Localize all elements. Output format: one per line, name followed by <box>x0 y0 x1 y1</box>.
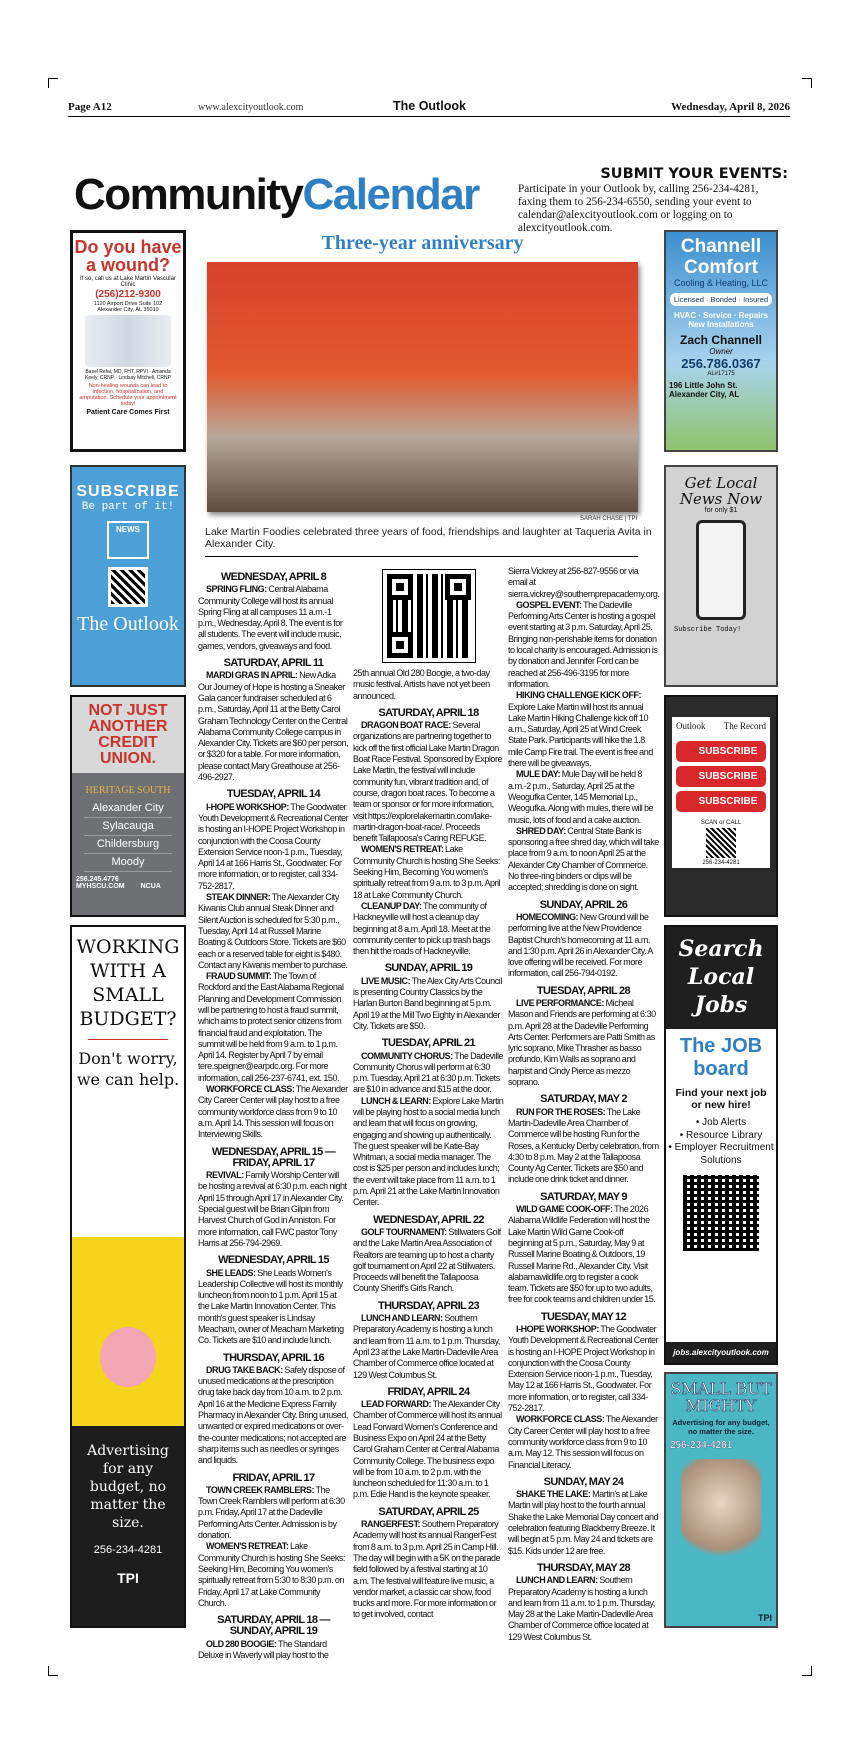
event-title: SPRING FLING: <box>206 584 267 595</box>
ad-credit-union[interactable] <box>70 695 186 917</box>
qr-code[interactable] <box>706 828 736 858</box>
calendar-item <box>353 1313 504 1381</box>
record-logo: The Record <box>723 721 766 731</box>
phone-mockup <box>696 520 746 620</box>
event-title: LEAD FORWARD: <box>361 1399 432 1410</box>
calendar-item <box>353 1096 504 1209</box>
event-title: SHRED DAY: <box>516 825 566 836</box>
calendar-item <box>353 1399 504 1501</box>
youtube-subscribe-button[interactable]: SUBSCRIBE <box>676 791 766 812</box>
calendar-item <box>508 1414 659 1470</box>
ad-headline: Get Local News Now <box>679 474 763 508</box>
job-bullet: • Job Alerts <box>695 1117 747 1128</box>
event-title: RUN FOR THE ROSES: <box>516 1106 606 1117</box>
event-title: WORKFORCE CLASS: <box>206 1084 295 1095</box>
ad-phone: (256)212-9300 <box>95 289 161 300</box>
city-name: Childersburg <box>84 836 172 854</box>
qr-code[interactable] <box>683 1175 759 1251</box>
event-title: REVIVAL: <box>206 1170 244 1181</box>
paper-name: The Outlook <box>393 99 466 113</box>
event-title: I-HOPE WORKSHOP: <box>516 1324 599 1334</box>
calendar-item <box>198 670 349 783</box>
ad-url[interactable]: jobs.alexcityoutlook.com <box>666 1342 776 1363</box>
ad-headline: SMALL BUT MIGHTY <box>670 1379 772 1415</box>
date-heading: SATURDAY, APRIL 11 <box>223 657 324 670</box>
event-description: Southern Preparatory Academy will host its annual RangerFest from 8 a.m. to 3 p.m. April 25 in Camp Hill. The day will begin with a 5K on the parade field followed by a festival starting at 10 a.m. The festival will feature live music, a vendor market, a classic car show, food trucks and more. For more information or to get involved, contact <box>353 1519 501 1620</box>
event-title: MULE DAY: <box>516 769 561 780</box>
ad-bottom-text: Advertising for any budget, no matter the size. <box>87 1443 169 1531</box>
event-title: HOMECOMING: <box>516 911 579 922</box>
calendar-item <box>353 976 504 1032</box>
event-description: Mule Day will be held 8 a.m.-2 p.m., Saturday, April 25 at the Weogufka Center, 145 Memorial Lp., Weogufka. Along with mules, there will be music, lots of food and a cake auction. <box>508 769 654 825</box>
ncua-logo: NCUA <box>140 883 161 890</box>
calendar-item <box>198 1170 349 1249</box>
event-title: LUNCH AND LEARN: <box>516 1575 598 1586</box>
event-description: Micheal Mason and Friends are performing at 6:30 p.m. April 28 at the Dadeville Performing Arts Center. Performers are Patti Smith as lyric soprano, Mike Thrasher as basso profundo, Kim Walls as soprano and harpist and Cindy Pierce as mezzo soprano. <box>508 997 656 1088</box>
calendar-item <box>508 1107 659 1186</box>
job-bullets <box>666 1117 776 1167</box>
date-heading: TUESDAY, APRIL 14 <box>226 788 321 801</box>
date-heading: TUESDAY, APRIL 21 <box>381 1037 476 1050</box>
event-title: MARDI GRAS IN APRIL: <box>206 670 298 681</box>
calendar-item <box>508 1489 659 1557</box>
calendar-item <box>353 1519 504 1621</box>
ad-licensed: Licensed · Bonded · Insured <box>670 293 772 306</box>
calendar-item <box>198 802 349 892</box>
event-description: Several organizations are partnering together to kick off the first official Lake Martin Dragon Boat Race Festival. Sponsored by Explore Lake Martin, the festival will include community fun, vibrant tradition and, of course, dragon boat races. To become a team or sponsor or for more information, visit https://explorelakemartin.com/lake-martin-dragon-boat-race/. Proceeds benefit Tallapoosa's Caring REFUGE. <box>353 720 503 844</box>
piggy-bank-icon <box>100 1327 156 1387</box>
date-heading: SATURDAY, MAY 9 <box>540 1190 627 1203</box>
calendar-item <box>508 769 659 825</box>
ad-subscribe[interactable] <box>70 465 186 687</box>
calendar-item <box>508 1575 659 1643</box>
event-description: The Dadeville Community Chorus will perform at 6:30 p.m. Tuesday, April 21 at 6:30 p.m. Tickets are $10 in advance and $15 at the door. <box>353 1050 504 1095</box>
event-description: Southern Preparatory Academy is hosting a lunch and learn from 11 a.m. to 1 p.m. Thursday, April 23 at the Lake Martin-Dadeville Area Chamber of Commerce office located at 129 West Columbus St. <box>353 1313 500 1380</box>
page-number: Page A12 <box>68 101 112 113</box>
date-heading: SATURDAY, APRIL 18 — SUNDAY, APRIL 19 <box>217 1614 330 1638</box>
photo-caption: Lake Martin Foodies celebrated three years of food, friendships and laughter at Taqueria Avita in Alexander City. <box>205 526 652 550</box>
tpi-logo: TPI <box>757 1613 772 1623</box>
ad-sub: Don't worry, we can help. <box>76 1049 180 1089</box>
date-heading: WEDNESDAY, APRIL 15 <box>218 1254 329 1267</box>
scan-label: SCAN or CALL <box>700 820 742 826</box>
calendar-item <box>508 566 659 600</box>
tpi-logo: TPI <box>117 1570 139 1586</box>
event-title: WOMEN'S RETREAT: <box>206 1541 289 1552</box>
calendar-column-1 <box>198 566 349 1661</box>
event-description: Explore Lake Martin will host its annual Lake Martin Hiking Challenge kick off 10 a.m., Saturday, April 25 at Wind Creek State Park. Participants will hike the 1.8 mile Camp Fire trail. The event is free and there will be giveaways. <box>508 701 653 769</box>
ad-phone: 256-234-4281 <box>702 860 740 866</box>
calendar-column-3 <box>508 566 659 1643</box>
subscribe-buttons <box>672 735 770 818</box>
city-name: Sylacauga <box>84 818 172 836</box>
city-list <box>72 800 184 872</box>
outlook-logo: Outlook <box>676 721 706 731</box>
job-bullet: • Employer Recruitment Solutions <box>668 1142 774 1166</box>
ad-sub: Be part of it! <box>81 501 175 513</box>
calendar-item <box>198 1268 349 1347</box>
calendar-item <box>508 1204 659 1306</box>
event-description: Southern Preparatory Academy is hosting a lunch and learn from 11 a.m. to 1 p.m. Thursday, May 28 at the Lake Martin-Dadeville Area Chamber of Commerce office located at 129 West Columbus St. <box>508 1575 655 1642</box>
date-heading: WEDNESDAY, APRIL 8 <box>220 571 327 583</box>
date-heading: SUNDAY, MAY 24 <box>543 1475 624 1488</box>
event-description: Martin's at Lake Martin will play host to the fourth annual Shake the Lake Memorial Day concert and celebration featuring Blackberry Breeze. It will begin at 5 p.m. May 24 and tickets are $15. Kids under 12 are free. <box>508 1489 659 1556</box>
ad-staff: Basel Refai, MD, FHT, RPVI · Amanda Keely, CRNP · Lindsay Mitchell, CRNP <box>85 369 171 381</box>
event-description: The Alex City Arts Council is presenting Country Classics by the Harlan Burton Band beginning at 5 p.m. April 19 at the Mill Two Eighty in Alexander City. Tickets are $50. <box>353 975 502 1031</box>
ad-brand: HERITAGE SOUTH <box>85 785 171 796</box>
ad-license: AL#17175 <box>707 371 735 377</box>
city-name: Moody <box>84 854 172 872</box>
event-title: LUNCH & LEARN: <box>361 1095 431 1106</box>
page-header <box>68 97 790 117</box>
event-title: HIKING CHALLENGE KICK OFF: <box>516 690 642 701</box>
event-description: The Town of Rockford and the East Alabama Regional Planning and Development Commission will be partnering to host a fraud summit, which aims to protect senior citizens from financial fraud and exploitation. The summit will be held from 9 a.m. to 1 p.m. April 14. Register by April 7 by email tere.speigner@earpdc.org. For more information, call 256-237-6741, ext. 150. <box>198 971 344 1083</box>
calendar-item <box>198 1485 349 1541</box>
event-title: SHAKE THE LAKE: <box>516 1489 591 1500</box>
event-description: The Dadeville Performing Arts Center is hosting a gospel event starting at 3 p.m. Saturday, April 25. Bringing non-perishable items for donation to local charity is encouraged. Admission is by donation and Jennifer Ford can be reached at 256-496-3195 for more information. <box>508 599 658 689</box>
event-description: Lake Community Church is hosting She Seeks: Seeking Him, Becoming You women's spiritually retreat from 9 a.m. to 3 p.m. April 18 at Lake Community Church. <box>353 844 501 900</box>
submit-events <box>518 168 788 235</box>
submit-heading: SUBMIT YOUR EVENTS: <box>600 166 788 182</box>
calendar-item <box>198 584 349 652</box>
job-board-logo: The JOB board <box>679 1035 763 1080</box>
event-description: The community of Hackneyville will host a cleanup day beginning at 8 a.m. April 18. Meet at the community center to pick up trash bags then hit the roads of Hackneyville. <box>353 900 491 957</box>
ad-web: MYHSCU.COM <box>76 883 125 890</box>
ad-sub: for only $1 <box>704 507 738 514</box>
date-heading: WEDNESDAY, APRIL 22 <box>373 1213 484 1226</box>
site-url[interactable]: www.alexcityoutlook.com <box>198 102 304 113</box>
event-title: SHE LEADS: <box>206 1267 256 1278</box>
event-title: LIVE MUSIC: <box>361 975 411 986</box>
photo-title: Three-year anniversary <box>321 232 524 254</box>
ad-channell-comfort[interactable] <box>664 230 778 452</box>
newspaper-icon <box>107 521 149 559</box>
event-title: WOMEN'S RETREAT: <box>361 844 444 855</box>
ad-address: 196 Little John St. Alexander City, AL <box>669 381 740 399</box>
event-title: STEAK DINNER: <box>206 892 271 903</box>
event-title: LIVE PERFORMANCE: <box>516 997 604 1008</box>
photo-credit: SARAH CHASE | TPI <box>580 516 638 522</box>
event-description: The Alexander City Chamber of Commerce will host its annual Lead Forward Women's Conference and Business Expo on April 24 at the Betty Carol Graham Center at Central Alabama Community College. The business expo will be from 10 a.m. to 2 p.m. with the luncheon scheduled for 11:30 a.m. to 1 p.m. Edie Hand is the keynote speaker. <box>353 1399 502 1500</box>
calendar-item <box>508 690 659 769</box>
crop-mark <box>48 78 58 88</box>
title-calendar: Calendar <box>302 170 479 219</box>
title-community: Community <box>74 170 303 219</box>
date-heading: FRIDAY, APRIL 17 <box>232 1471 315 1484</box>
calendar-item <box>508 826 659 894</box>
kitten-image <box>681 1459 761 1569</box>
event-description: Stillwaters Golf and the Lake Martin Area Association of Realtors are teaming up to host a charity golf tournament on April 22 at Stillwaters. Proceeds will benefit the Tallapoosa County Sheriff's Girls Ranch. <box>353 1226 501 1294</box>
event-description: New Adka Our Journey of Hope is hosting a Sneaker Gala cancer fundraiser scheduled at 6 p.m., Saturday, April 11 at the Betty Carol Graham Technology Center on the Central Alabama Community College campus in Alexander City. Tickets are $60 per person, or $320 for a table. For more information, please contact Mary Greathouse at 256-496-2927. <box>198 670 349 783</box>
date-heading: TUESDAY, MAY 12 <box>540 1310 627 1323</box>
event-title: WILD GAME COOK-OFF: <box>516 1204 613 1215</box>
ad-tagline: Patient Care Comes First <box>86 409 170 416</box>
ad-job-board[interactable] <box>664 925 778 1365</box>
event-description: Sierra Vickrey at 256-827-9556 or via email at sierra.vickrey@southernprepacademy.org. <box>508 566 660 599</box>
ad-wound-clinic[interactable] <box>70 230 186 452</box>
event-title: OLD 280 BOOGIE: <box>206 1638 277 1649</box>
ad-sub: Cooling & Heating, LLC <box>673 278 769 288</box>
date-heading: SATURDAY, APRIL 25 <box>378 1505 479 1518</box>
page-title <box>74 170 479 220</box>
calendar-item <box>198 892 349 971</box>
event-description: Lake Community Church is hosting She Seeks: Seeking Him, Becoming You women's spiritually retreat from 5:30 to 8:30 p.m. on Friday, April 17 at Lake Community Church. <box>198 1541 345 1608</box>
event-title: RANGERFEST: <box>361 1519 421 1530</box>
ad-sub: If so, call us at Lake Martin Vascular Clinic <box>80 276 176 288</box>
event-description: The Alexander City Career Center will play host to a free community workforce class from 9 to 10 a.m. April 14. This session will focus on Interviewing Skills. <box>198 1084 348 1140</box>
calendar-item <box>353 844 504 900</box>
event-title: I-HOPE WORKSHOP: <box>206 801 289 812</box>
event-title: DRUG TAKE BACK: <box>206 1364 283 1375</box>
ad-owner: Zach Channell <box>679 333 762 347</box>
ad-phone: 256-234-4281 <box>670 1440 733 1451</box>
date-heading: SUNDAY, APRIL 19 <box>384 962 473 975</box>
ad-phone: 256.245.4776 <box>76 876 119 883</box>
submit-text: Participate in your Outlook by, calling 256-234-4281, faxing them to 256-234-6550, sending your event to calendar@alexcityoutlook.com or logging on to alexcityoutlook.com. <box>518 183 759 234</box>
event-description: The Lake Martin-Dadeville Area Chamber of Commerce will be hosting Run for the Roses, a Kentucky Derby celebration, from 4:30 to 8 p.m. May 2 at the Tallapoosa County Ag Center. Tickets are $50 and include one drink ticket and dinner. <box>508 1106 659 1185</box>
date-heading: THURSDAY, MAY 28 <box>536 1561 631 1574</box>
event-title: TOWN CREEK RAMBLERS: <box>206 1484 315 1495</box>
date-heading: SATURDAY, APRIL 18 <box>378 706 479 719</box>
event-photo[interactable] <box>207 262 638 512</box>
event-title: WORKFORCE CLASS: <box>516 1414 605 1425</box>
event-description: Explore Lake Martin will be playing host to a social media lunch and learn that will focus on growing, engaging and showing up authentically. The guest speaker will be Katie-Bay Whitman, a social media manager. The cost is $25 per person and includes lunch; the event will take place from 11 a.m. to 1 p.m. April 21 at the Lake Martin Innovation Center. <box>353 1095 504 1208</box>
date-heading: THURSDAY, APRIL 16 <box>222 1351 325 1364</box>
qr-code[interactable] <box>108 567 148 607</box>
crop-mark <box>802 78 812 88</box>
event-description: The Goodwater Youth Development & Recreational Center is hosting an I-HOPE Project Workshop in conjunction with the Coosa County Extension Service noon-1 p.m., Tuesday, May 12 at 166 Harris St., Goodwater. For more information, or to register, call 334-752-2817. <box>508 1324 659 1414</box>
calendar-item <box>508 998 659 1088</box>
ad-headline: Do you have a wound? <box>74 237 182 275</box>
event-description: Family Worship Center will be hosting a revival at 6:30 p.m. each night April 15 through April 17 in Alexander City. Special guest will be Brian Gilpin from Harvest Church of God in Anniston. For more information, call FWC pastor Tony Harris at 256-794-2969. <box>198 1170 347 1248</box>
ad-brand: The Outlook <box>77 613 179 635</box>
calendar-item <box>353 668 504 702</box>
calendar-item <box>198 971 349 1084</box>
event-title: DRAGON BOAT RACE: <box>361 720 451 731</box>
event-description: The Town Creek Ramblers will perform at 6:30 p.m. Friday, April 17 at the Dadeville Performing Arts Center. Admission is by donation. <box>198 1484 345 1541</box>
date-heading: SUNDAY, APRIL 26 <box>539 898 628 911</box>
calendar-item <box>198 1084 349 1140</box>
event-description: Safely dispose of unused medications at the prescription drug take back day from 10 a.m. to 2 p.m. April 16 at the Medicine Express Family Pharmacy in Alexander City. Bring unused, unwanted or expired medications or over-the-counter medications; not accepted are sharp items such as needles or syringes and liquids. <box>198 1364 348 1466</box>
ad-sub: Advertising for any budget, no matter the size. <box>672 1418 770 1436</box>
event-title: LUNCH AND LEARN: <box>361 1313 443 1324</box>
calendar-item <box>353 1051 504 1096</box>
event-description: The Alexander City Kiwanis Club annual Steak Dinner and Silent Auction is scheduled for 5:30 p.m., Tuesday, April 14 at Russell Marine Boating & Outdoors Store. Tickets are $60 each or a reserved table for eight is $480. Contact any Kiwanis member to purchase. <box>198 892 348 970</box>
date-heading: THURSDAY, APRIL 23 <box>377 1299 480 1312</box>
calendar-item <box>508 600 659 690</box>
city-name: Alexander City <box>84 800 172 818</box>
calendar-item <box>198 1541 349 1609</box>
youtube-subscribe-button[interactable]: SUBSCRIBE <box>676 766 766 787</box>
divider <box>205 556 638 557</box>
job-bullet: • Resource Library <box>679 1129 763 1141</box>
ad-headline: Search Local Jobs <box>666 927 776 1029</box>
calendar-item <box>198 1639 349 1662</box>
ad-small-budget[interactable] <box>70 925 186 1628</box>
calendar-column-2 <box>353 566 504 1621</box>
ad-youtube-subscribe[interactable] <box>664 695 778 917</box>
calendar-item <box>353 901 504 957</box>
event-title: CLEANUP DAY: <box>361 900 422 911</box>
event-description: New Ground will be performing live at the New Providence Baptist Church's homecoming at 11 a.m. and 1:30 p.m. April 26 in Alexander City. A love offering will be received. For more information, call 256-794-0192. <box>508 911 653 979</box>
ad-headline: Channell Comfort <box>680 236 762 278</box>
crop-mark <box>802 1666 812 1676</box>
ad-phone: 256-234-4281 <box>93 1544 163 1556</box>
event-description: The 2026 Alabama Wildlife Federation will host the Lake Martin Wild Game Cook-off beginning at 5 p.m., Saturday, May 9 at Russell Marine Boating & Outdoors, 19 Russell Marine Rd., Alexander City. Visit alabamawildlife.org to register a cook team. Tickets are $50 for up to two adults, free for cook teams and children under 15. <box>508 1204 656 1305</box>
event-description: She Leads Women's Leadership Collective will host its monthly luncheon from noon to 1 p.m. April 15 at the Lake Martin Innovation Center. This month's guest speaker is Lindsay Meacham, owner of Meacham Marketing Co. Tickets are $10 and include lunch. <box>198 1267 344 1346</box>
event-title: FRAUD SUMMIT: <box>206 971 272 982</box>
calendar-item <box>508 912 659 980</box>
ad-headline: WORKING WITH A SMALL BUDGET? <box>76 936 180 1030</box>
issue-date: Wednesday, April 8, 2026 <box>671 101 790 113</box>
ad-address: 1120 Airport Drive Suite 102 Alexander City, AL 35010 <box>93 301 163 313</box>
event-description: Central State Bank is sponsoring a free shred day, which will take place from 9 a.m. to noon April 25 at the Alexander City Chamber of Commerce. No three-ring binders or clips will be accepted; shredding is done on sight. <box>508 825 659 893</box>
ad-phone: 256.786.0367 <box>681 356 761 371</box>
calendar-item <box>508 1324 659 1414</box>
ad-small-but-mighty[interactable] <box>664 1372 778 1628</box>
event-description: Central Alabama Community College will host its annual Spring Fling at all campuses 11 a.m.-1 p.m., Wednesday, April 8. The event is for all students. The event will include music, games, vendors, giveaways and food. <box>198 584 343 651</box>
event-title: GOSPEL EVENT: <box>516 599 582 610</box>
event-description: The Goodwater Youth Development & Recreational Center is hosting an I-HOPE Project Workshop in conjunction with the Coosa County Extension Service noon-1 p.m., Tuesday, April 14 at 166 Harris St., Goodwater. For more information, or to register, call 334-752-2817. <box>198 801 349 891</box>
event-description: 25th annual Old 280 Boogie, a two-day music festival. Artists have not yet been announced. <box>353 668 490 701</box>
ad-headline: SUBSCRIBE <box>76 483 180 500</box>
calendar-item <box>198 1365 349 1467</box>
icon-label: NEWS <box>116 525 140 534</box>
date-heading: TUESDAY, APRIL 28 <box>536 984 631 997</box>
date-heading: FRIDAY, APRIL 24 <box>387 1385 470 1398</box>
doctors-photo <box>85 315 171 367</box>
event-title: GOLF TOURNAMENT: <box>361 1226 447 1237</box>
ad-bottom: Subscribe Today! <box>674 626 742 634</box>
ad-headline: NOT JUST ANOTHER CREDIT UNION. <box>72 697 184 773</box>
ad-cta: Find your next job or new hire! <box>675 1087 767 1111</box>
ad-warning: Non-healing wounds can lead to infection, hospitalization, and amputation. Schedule your appointment today! <box>79 383 177 407</box>
qr-code[interactable] <box>383 570 475 662</box>
event-description: The Standard Deluxe in Waverly will play host to the <box>198 1638 329 1661</box>
youtube-subscribe-button[interactable]: SUBSCRIBE <box>676 741 766 762</box>
event-description: The Alexander City Career Center will play host to a free community workforce class from 9 to 10 a.m. May 12. This session will focus on Financial Literacy. <box>508 1414 658 1470</box>
date-heading: WEDNESDAY, APRIL 15 — FRIDAY, APRIL 17 <box>211 1145 336 1169</box>
calendar-item <box>353 720 504 844</box>
date-heading: SATURDAY, MAY 2 <box>540 1093 627 1106</box>
ad-services: HVAC · Service · Repairs New Installations <box>673 311 769 329</box>
ad-owner-title: Owner <box>709 347 733 356</box>
crop-mark <box>48 1666 58 1676</box>
ad-local-news[interactable] <box>664 465 778 687</box>
calendar-item <box>353 1227 504 1295</box>
event-title: COMMUNITY CHORUS: <box>361 1050 453 1061</box>
